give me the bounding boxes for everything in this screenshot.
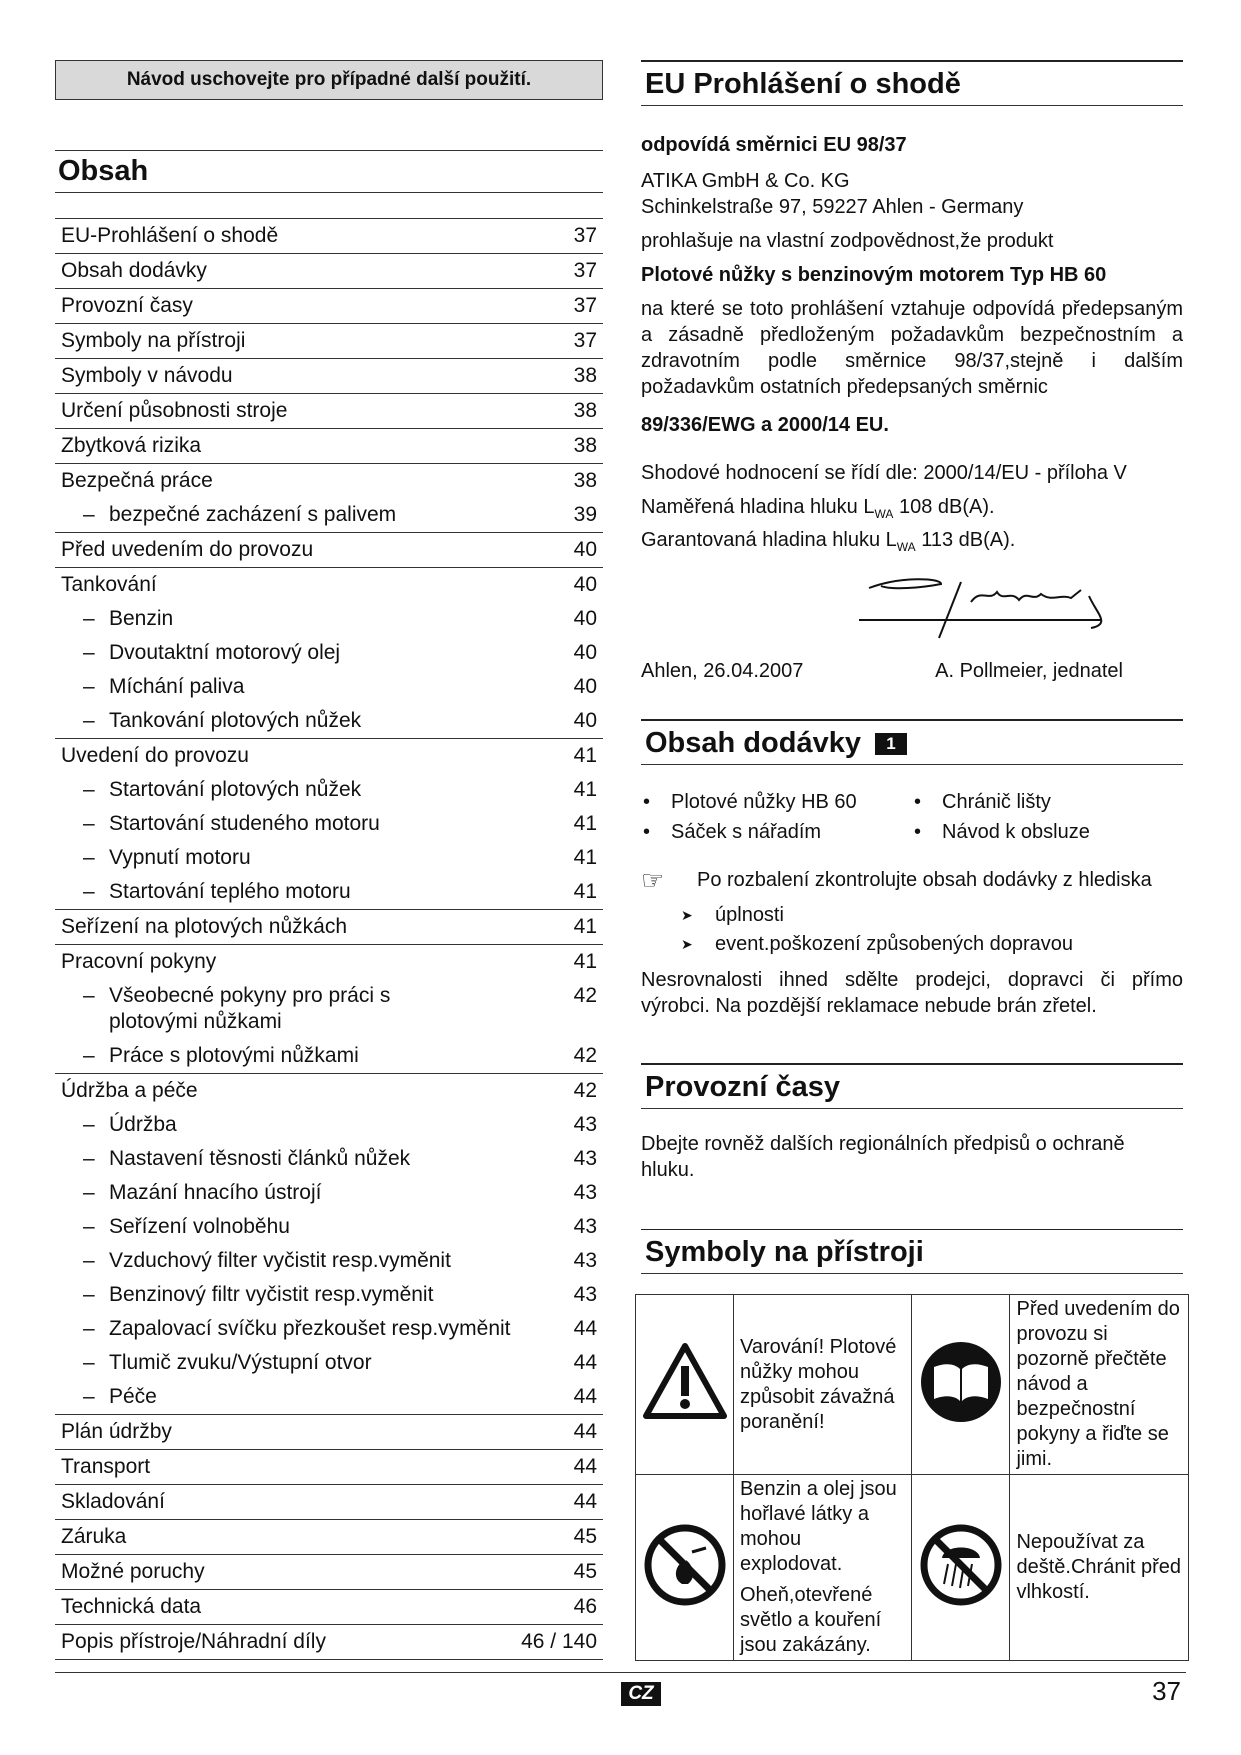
toc-title: Tlumič zvuku/Výstupní otvor <box>109 1351 372 1374</box>
toc-group <box>55 289 603 324</box>
dash-icon: – <box>83 1215 95 1238</box>
toc-page: 41 <box>573 812 597 835</box>
dash-icon: – <box>83 846 95 869</box>
toc-title: bezpečné zacházení s palivem <box>109 503 397 526</box>
read-manual-icon <box>912 1295 1010 1475</box>
warning-text: Varování! Plotové nůžky mohou způsobit závažná poranění! <box>734 1295 912 1475</box>
toc-entry <box>55 289 603 323</box>
toc-subentry <box>55 1210 603 1244</box>
right-column <box>641 60 1183 1661</box>
no-rain-text: Nepoužívat za deště.Chránit před vlhkostí. <box>1010 1475 1189 1661</box>
toc-page: 44 <box>573 1420 597 1443</box>
toc-page: 43 <box>573 1147 597 1170</box>
toc-title: Bezpečná práce <box>61 469 213 492</box>
toc-subentry <box>55 1142 603 1176</box>
toc-entry <box>55 1555 603 1589</box>
dash-icon: – <box>83 1113 95 1136</box>
toc-subentry <box>55 1176 603 1210</box>
list-item: • Návod k obsluze <box>912 817 1183 847</box>
list-item: • Chránič lišty <box>912 787 1183 817</box>
toc-page: 45 <box>573 1560 597 1583</box>
toc-subentry <box>55 1278 603 1312</box>
toc-page: 40 <box>573 573 597 596</box>
toc-subentry <box>55 1312 603 1346</box>
toc-group <box>55 1625 603 1660</box>
toc-page: 41 <box>573 880 597 903</box>
flammable-text: Benzin a olej jsou hořlavé látky a mohou explodovat. <box>740 1478 897 1575</box>
toc-title: Míchání paliva <box>109 675 245 698</box>
toc-subentry <box>55 807 603 841</box>
toc-title: Startování studeného motoru <box>109 812 380 835</box>
delivery-hint: Po rozbalení zkontrolujte obsah dodávky z hlediska <box>697 869 1152 891</box>
toc-page: 39 <box>573 503 597 526</box>
company-name: ATIKA GmbH & Co. KG <box>641 170 850 192</box>
toc-title: Pracovní pokyny <box>61 950 217 973</box>
toc-group <box>55 254 603 289</box>
toc-group <box>55 1074 603 1415</box>
toc-page: 42 <box>573 1044 597 1067</box>
toc-page: 40 <box>573 641 597 664</box>
toc-title: Provozní časy <box>61 294 193 317</box>
toc-entry <box>55 739 603 773</box>
eu-declaration-heading: EU Prohlášení o shodě <box>641 60 1183 106</box>
toc-title: Záruka <box>61 1525 127 1548</box>
toc-subentry <box>55 1380 603 1414</box>
toc-page: 40 <box>573 675 597 698</box>
toc-title: Startování teplého motoru <box>109 880 351 903</box>
toc-title: Vzduchový filter vyčistit resp.vyměnit <box>109 1249 451 1272</box>
toc-entry <box>55 254 603 288</box>
toc-page: 46 / 140 <box>521 1630 597 1653</box>
toc-title: Seřízení volnoběhu <box>109 1215 290 1238</box>
toc-group <box>55 1590 603 1625</box>
toc-entry <box>55 464 603 498</box>
noise-measured: Naměřená hladina hluku $L_{WA}$ 108 dB(A). <box>641 496 995 521</box>
language-badge: CZ <box>621 1682 661 1706</box>
toc-page: 42 <box>573 1079 597 1102</box>
toc-entry <box>55 1520 603 1554</box>
toc-page: 45 <box>573 1525 597 1548</box>
dash-icon: – <box>83 812 95 835</box>
toc-title: Benzin <box>109 607 174 630</box>
toc-title: Vypnutí motoru <box>109 846 251 869</box>
toc-title: Seřízení na plotových nůžkách <box>61 915 348 938</box>
company-address: Schinkelstraße 97, 59227 Ahlen - Germany <box>641 196 1024 218</box>
toc-entry <box>55 219 603 253</box>
toc-title: Před uvedením do provozu <box>61 538 314 561</box>
toc-title: Transport <box>61 1455 151 1478</box>
toc-entry <box>55 1415 603 1449</box>
toc-entry <box>55 910 603 944</box>
toc-title: Symboly na přístroji <box>61 329 246 352</box>
eu-directive: odpovídá směrnici EU 98/37 <box>641 134 907 156</box>
dash-icon: – <box>83 778 95 801</box>
toc-title: Nastavení těsnosti článků nůžek <box>109 1147 411 1170</box>
toc-group <box>55 1555 603 1590</box>
toc-subentry <box>55 1108 603 1142</box>
contents-heading: Obsah <box>55 150 603 193</box>
toc-title: Zapalovací svíčku přezkoušet resp.vyměnit <box>109 1317 511 1340</box>
left-column <box>55 60 603 1660</box>
product-name: Plotové nůžky s benzinovým motorem Typ HB 60 <box>641 264 1107 286</box>
toc-title: Benzinový filtr vyčistit resp.vyměnit <box>109 1283 434 1306</box>
toc-page: 44 <box>573 1455 597 1478</box>
other-directives: 89/336/EWG a 2000/14 EU. <box>641 414 889 436</box>
toc-page: 37 <box>573 294 597 317</box>
toc-entry <box>55 1625 603 1659</box>
toc-page: 41 <box>573 778 597 801</box>
pointing-hand-icon: ☞ <box>641 865 665 895</box>
toc-subentry <box>55 704 603 738</box>
symbols-table <box>635 1294 1189 1661</box>
toc-group <box>55 568 603 739</box>
toc-title: Symboly v návodu <box>61 364 233 387</box>
toc-subentry <box>55 841 603 875</box>
toc-page: 37 <box>573 329 597 352</box>
toc-page: 44 <box>573 1351 597 1374</box>
toc-title: Určení působnosti stroje <box>61 399 288 422</box>
toc-title: Obsah dodávky <box>61 259 207 282</box>
toc-group <box>55 1485 603 1520</box>
toc-page: 43 <box>573 1249 597 1272</box>
toc-entry <box>55 1074 603 1108</box>
operating-times-heading: Provozní časy <box>641 1063 1183 1109</box>
toc-title: Všeobecné pokyny pro práci s plotovými nůžkami <box>109 984 391 1033</box>
toc-page: 38 <box>573 434 597 457</box>
toc-page: 46 <box>573 1595 597 1618</box>
toc-group <box>55 359 603 394</box>
toc-title: Skladování <box>61 1490 165 1513</box>
toc-page: 40 <box>573 607 597 630</box>
toc-title: Startování plotových nůžek <box>109 778 362 801</box>
toc-group <box>55 394 603 429</box>
toc-title: Možné poruchy <box>61 1560 205 1583</box>
conformity-assessment: Shodové hodnocení se řídí dle: 2000/14/EU - příloha V <box>641 462 1127 484</box>
device-symbols-heading: Symboly na přístroji <box>641 1229 1183 1274</box>
delivery-list <box>641 787 1183 847</box>
toc-entry <box>55 429 603 463</box>
toc-entry <box>55 945 603 979</box>
toc-page: 44 <box>573 1317 597 1340</box>
no-fire-icon <box>636 1475 734 1661</box>
dash-icon: – <box>83 880 95 903</box>
toc-subentry <box>55 498 603 532</box>
toc-entry <box>55 1450 603 1484</box>
check-list <box>641 901 1183 959</box>
toc-page: 43 <box>573 1113 597 1136</box>
list-item: • Plotové nůžky HB 60 <box>641 787 912 817</box>
no-fire-text: Oheň,otevřené světlo a kouření jsou zakázány. <box>740 1584 882 1656</box>
place-date: Ahlen, 26.04.2007 <box>641 660 804 682</box>
dash-icon: – <box>83 1044 95 1067</box>
dash-icon: – <box>83 675 95 698</box>
toc-page: 37 <box>573 224 597 247</box>
toc-page: 38 <box>573 399 597 422</box>
operating-times-text: Dbejte rovněž dalších regionálních předpisů o ochraně hluku. <box>641 1133 1125 1181</box>
toc-page: 43 <box>573 1283 597 1306</box>
toc-page: 38 <box>573 469 597 492</box>
dash-icon: – <box>83 503 95 526</box>
no-rain-icon <box>912 1475 1010 1661</box>
toc-group <box>55 219 603 254</box>
footer-divider <box>55 1672 1186 1673</box>
toc-page: 42 <box>573 984 597 1007</box>
toc-group <box>55 739 603 910</box>
dash-icon: – <box>83 1249 95 1272</box>
toc-title: Tankování plotových nůžek <box>109 709 362 732</box>
toc-subentry <box>55 1244 603 1278</box>
delivery-heading: Obsah dodávky 1 <box>641 719 1183 765</box>
toc-entry <box>55 324 603 358</box>
toc-group <box>55 464 603 533</box>
toc-title: Popis přístroje/Náhradní díly <box>61 1630 326 1653</box>
toc-page: 37 <box>573 259 597 282</box>
dash-icon: – <box>83 1283 95 1306</box>
dash-icon: – <box>83 709 95 732</box>
toc-entry <box>55 533 603 567</box>
toc-subentry <box>55 636 603 670</box>
dash-icon: – <box>83 1147 95 1170</box>
toc-page: 44 <box>573 1490 597 1513</box>
toc-group <box>55 1415 603 1450</box>
toc-entry <box>55 359 603 393</box>
keep-instructions-note: Návod uschovejte pro případné další použití. <box>55 60 603 100</box>
toc-page: 41 <box>573 744 597 767</box>
toc-page: 41 <box>573 915 597 938</box>
dash-icon: – <box>83 1351 95 1374</box>
toc-subentry <box>55 1346 603 1380</box>
declaration-body: na které se toto prohlášení vztahuje odpovídá předepsaným a zásadně předloženým požadavkům bezpečnostním a zdravotním podle směrnice 98/37,stejně i dalším požadavkům ostatních předepsaných směrnic <box>641 298 1183 398</box>
delivery-note: Nesrovnalosti ihned sdělte prodejci, dopravci či přímo výrobci. Na pozdější reklamace nebude brán zřetel. <box>641 969 1183 1017</box>
toc-title: Uvedení do provozu <box>61 744 249 767</box>
toc-title: Údržba a péče <box>61 1079 198 1102</box>
toc-group <box>55 533 603 568</box>
signature <box>641 568 1183 658</box>
list-item: ➤ úplnosti <box>681 901 1183 930</box>
toc-group <box>55 1450 603 1485</box>
toc-group <box>55 429 603 464</box>
toc-group <box>55 910 603 945</box>
noise-guaranteed: Garantovaná hladina hluku $L_{WA}$ 113 dB(A). <box>641 529 1016 554</box>
toc-page: 44 <box>573 1385 597 1408</box>
toc-subentry <box>55 773 603 807</box>
toc-title: Plán údržby <box>61 1420 172 1443</box>
toc-subentry <box>55 875 603 909</box>
toc-entry <box>55 1590 603 1624</box>
list-item: ➤ event.poškození způsobených dopravou <box>681 930 1183 959</box>
toc-page: 38 <box>573 364 597 387</box>
toc-title: Mazání hnacího ústrojí <box>109 1181 322 1204</box>
dash-icon: – <box>83 641 95 664</box>
toc-page: 41 <box>573 846 597 869</box>
toc-title: Dvoutaktní motorový olej <box>109 641 341 664</box>
warning-icon <box>636 1295 734 1475</box>
dash-icon: – <box>83 1317 95 1340</box>
toc-page: 41 <box>573 950 597 973</box>
toc-page: 43 <box>573 1181 597 1204</box>
toc-entry <box>55 568 603 602</box>
dash-icon: – <box>83 607 95 630</box>
toc-entry <box>55 394 603 428</box>
toc-entry <box>55 1485 603 1519</box>
dash-icon: – <box>83 1181 95 1204</box>
toc-page: 40 <box>573 538 597 561</box>
toc-page: 43 <box>573 1215 597 1238</box>
dash-icon: – <box>83 984 95 1007</box>
table-of-contents <box>55 218 603 1660</box>
dash-icon: – <box>83 1385 95 1408</box>
declaration-text: prohlašuje na vlastní zodpovědnost,že produkt <box>641 230 1054 252</box>
toc-title: Údržba <box>109 1113 177 1136</box>
page-number: 37 <box>1152 1676 1181 1706</box>
toc-title: Technická data <box>61 1595 202 1618</box>
toc-group <box>55 1520 603 1555</box>
toc-subentry <box>55 602 603 636</box>
read-manual-text: Před uvedením do provozu si pozorně přečtěte návod a bezpečnostní pokyny a řiďte se jimi. <box>1010 1295 1189 1475</box>
toc-subentry <box>55 979 603 1039</box>
toc-title: Práce s plotovými nůžkami <box>109 1044 359 1067</box>
toc-page: 40 <box>573 709 597 732</box>
figure-badge: 1 <box>875 733 907 755</box>
toc-title: Tankování <box>61 573 157 596</box>
list-item: • Sáček s nářadím <box>641 817 912 847</box>
toc-subentry <box>55 1039 603 1073</box>
toc-title: Zbytková rizika <box>61 434 202 457</box>
toc-group <box>55 324 603 359</box>
signatory: A. Pollmeier, jednatel <box>935 660 1123 682</box>
toc-group <box>55 945 603 1074</box>
toc-title: EU-Prohlášení o shodě <box>61 224 279 247</box>
toc-subentry <box>55 670 603 704</box>
toc-title: Péče <box>109 1385 157 1408</box>
